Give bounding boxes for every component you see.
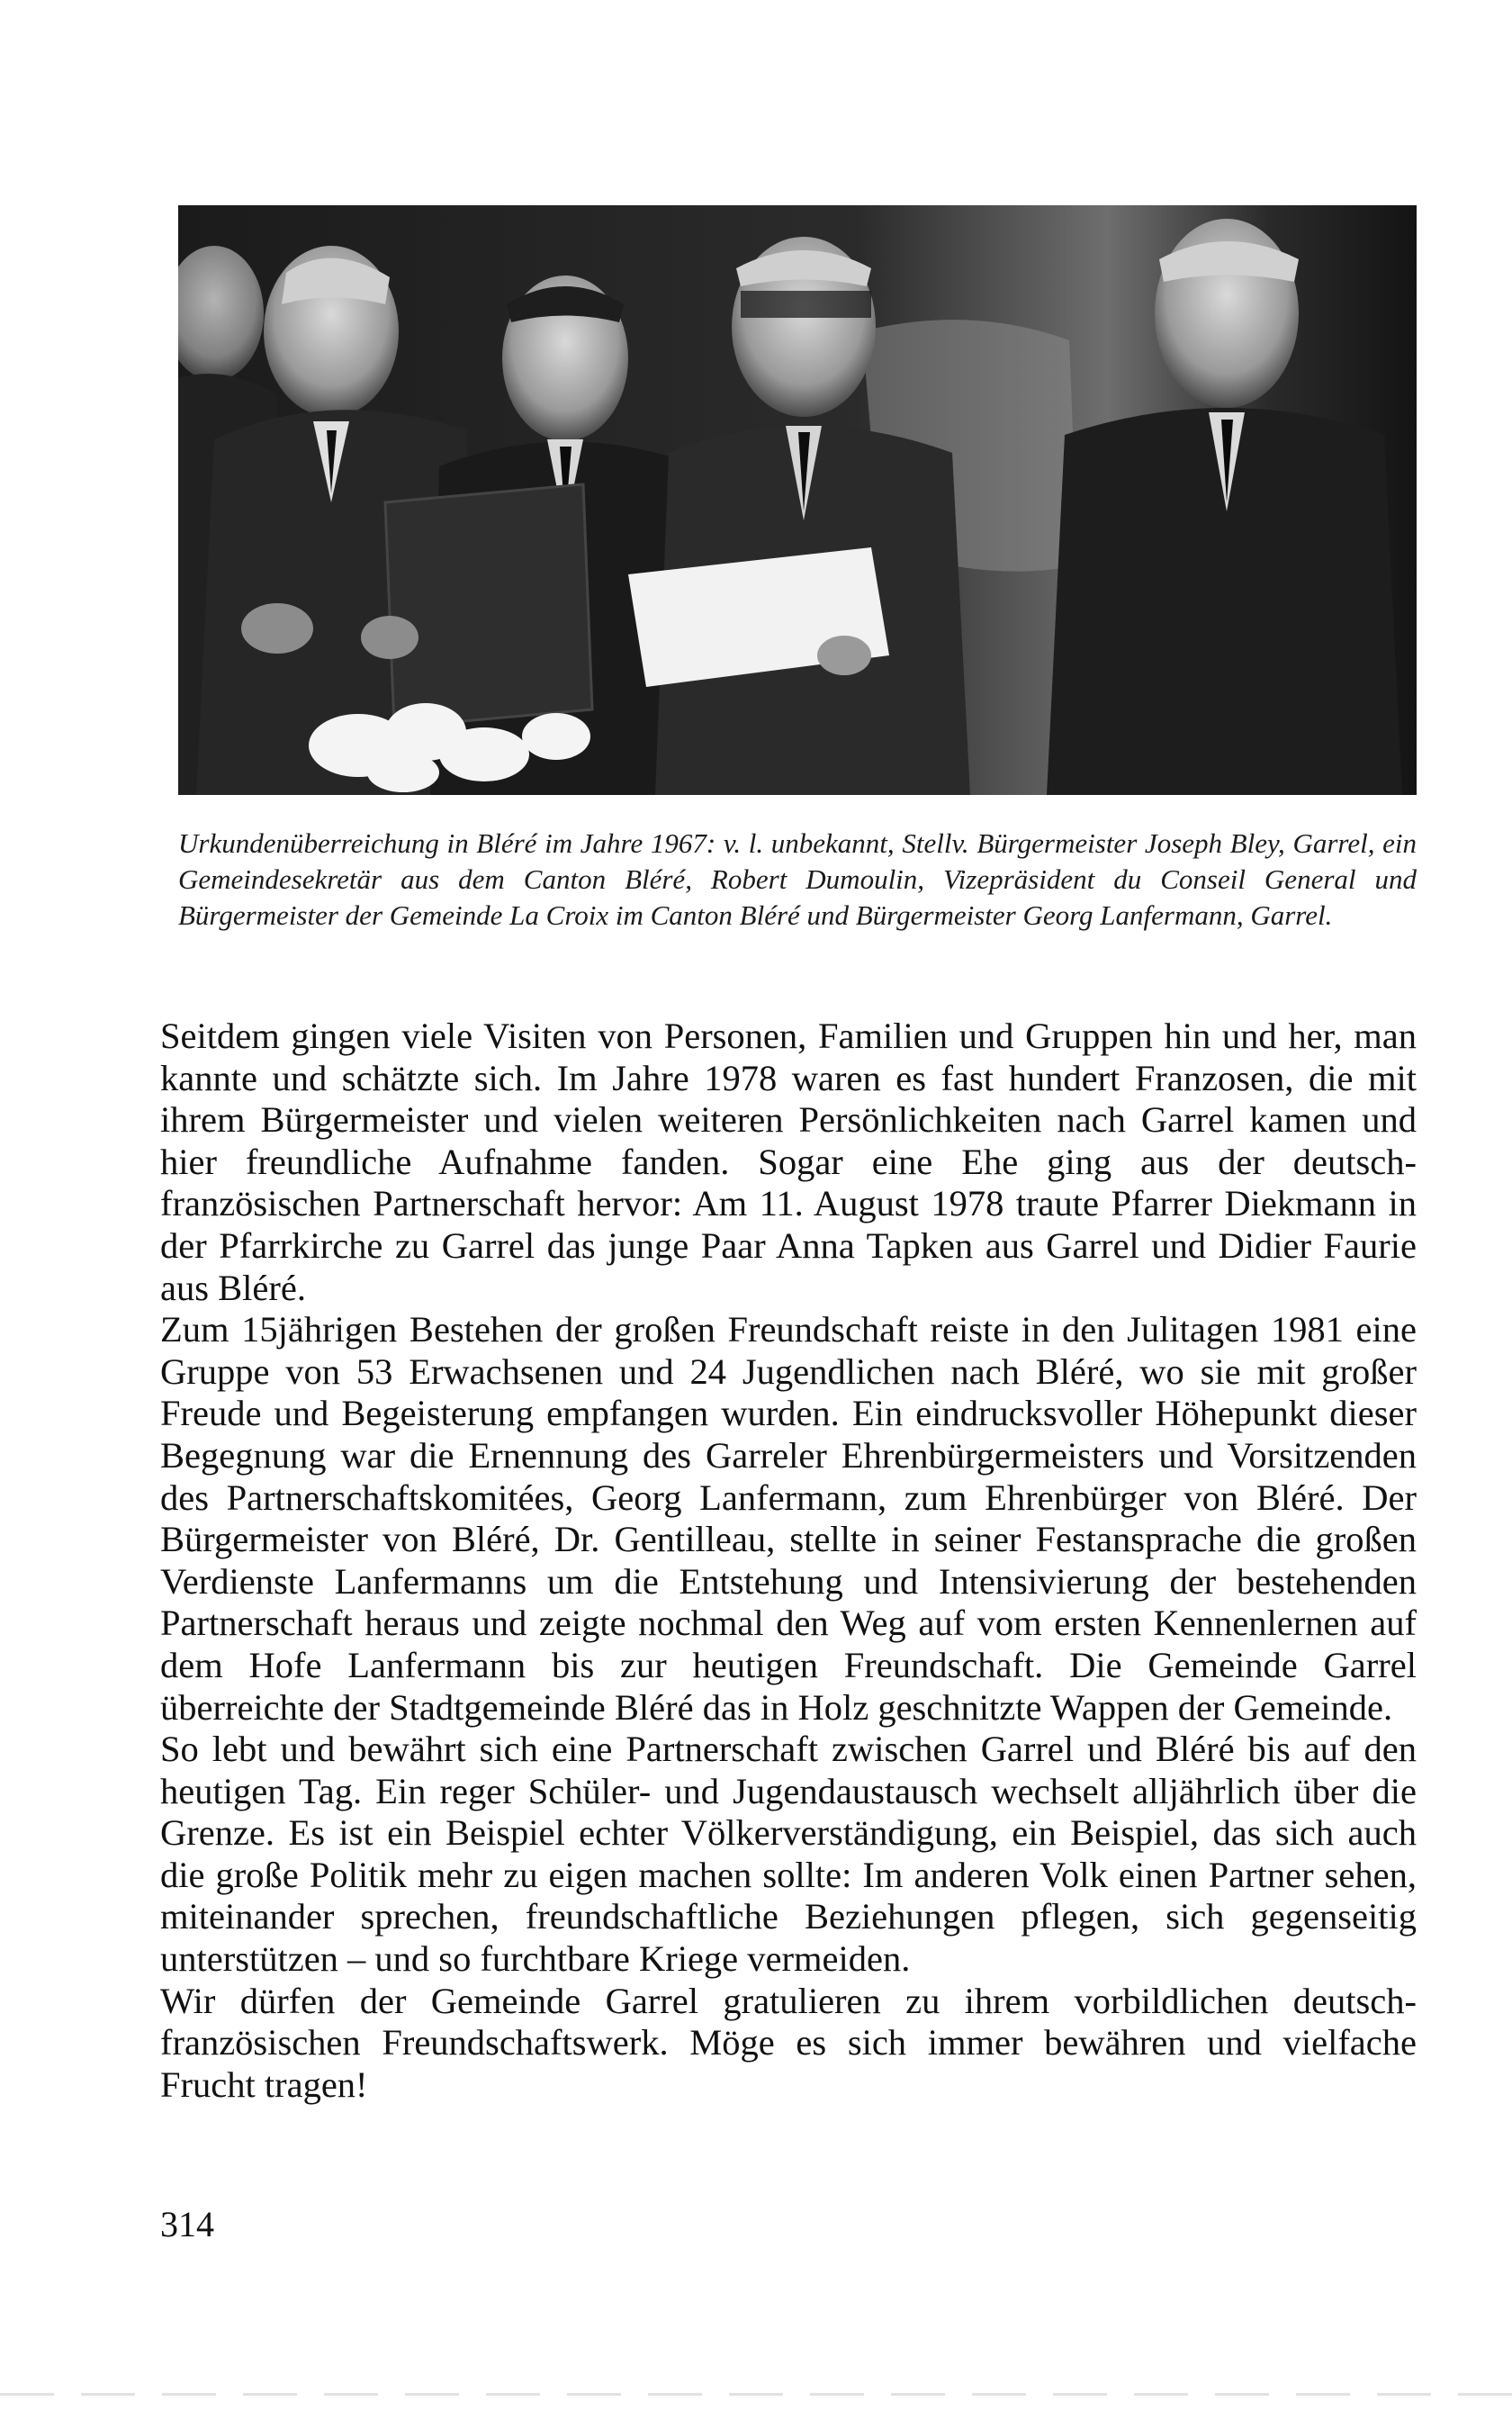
group-photo	[178, 205, 1417, 795]
paragraph: Wir dürfen der Gemeinde Garrel gratulieren zu ihrem vorbildlichen deutsch-französischen Freundschaftswerk. Möge es sich immer bewähren und vielfache Frucht tragen!	[160, 1980, 1417, 2105]
scan-edge-line	[0, 2393, 1512, 2396]
article-body	[160, 1016, 1417, 2106]
photo-caption: Urkundenüberreichung in Bléré im Jahre 1967: v. l. unbekannt, Stellv. Bürgermeister Joseph Bley, Garrel, ein Gemeindesekretär aus dem Canton Bléré, Robert Dumoulin, Vizepräsident du Conseil General und Bürgermeister der Gemeinde La Croix im Canton Bléré und Bürgermeister Georg Lanfermann, Garrel.	[178, 827, 1417, 931]
photo-illustration	[178, 205, 1417, 795]
paragraph: So lebt und bewährt sich eine Partnerschaft zwischen Garrel und Bléré bis auf den heutigen Tag. Ein reger Schüler- und Jugendaustausch wechselt alljährlich über die Grenze. Es ist ein Beispiel echter Völkerverständigung, ein Beispiel, das sich auch die große Politik mehr zu eigen machen sollte: Im anderen Volk einen Partner sehen, miteinander sprechen, freundschaftliche Beziehungen pflegen, sich gegenseitig unterstützen – und so furchtbare Kriege vermeiden.	[160, 1729, 1417, 1980]
page-number: 314	[160, 2204, 214, 2244]
paragraph: Seitdem gingen viele Visiten von Personen, Familien und Gruppen hin und her, man kannte und schätzte sich. Im Jahre 1978 waren es fast hundert Franzosen, die mit ihrem Bürgermeister und vielen weiteren Persönlichkeiten nach Garrel kamen und hier freundliche Aufnahme fanden. Sogar eine Ehe ging aus der deutsch-französischen Partnerschaft hervor: Am 11. August 1978 traute Pfarrer Diekmann in der Pfarrkirche zu Garrel das junge Paar Anna Tapken aus Garrel und Didier Faurie aus Bléré.	[160, 1016, 1417, 1308]
paragraph: Zum 15jährigen Bestehen der großen Freundschaft reiste in den Julitagen 1981 eine Gruppe von 53 Erwachsenen und 24 Jugendlichen nach Bléré, wo sie mit großer Freude und Begeisterung empfangen wurden. Ein eindrucksvoller Höhepunkt dieser Begegnung war die Ernennung des Garreler Ehrenbürgermeisters und Vorsitzenden des Partnerschaftskomitées, Georg Lanfermann, zum Ehrenbürger von Bléré. Der Bürgermeister von Bléré, Dr. Gentilleau, stellte in seiner Festansprache die großen Verdienste Lanfermanns um die Entstehung und Intensivierung der bestehenden Partnerschaft heraus und zeigte nochmal den Weg auf vom ersten Kennenlernen auf dem Hofe Lanfermann bis zur heutigen Freundschaft. Die Gemeinde Garrel überreichte der Stadtgemeinde Bléré das in Holz geschnitzte Wappen der Gemeinde.	[160, 1309, 1417, 1728]
